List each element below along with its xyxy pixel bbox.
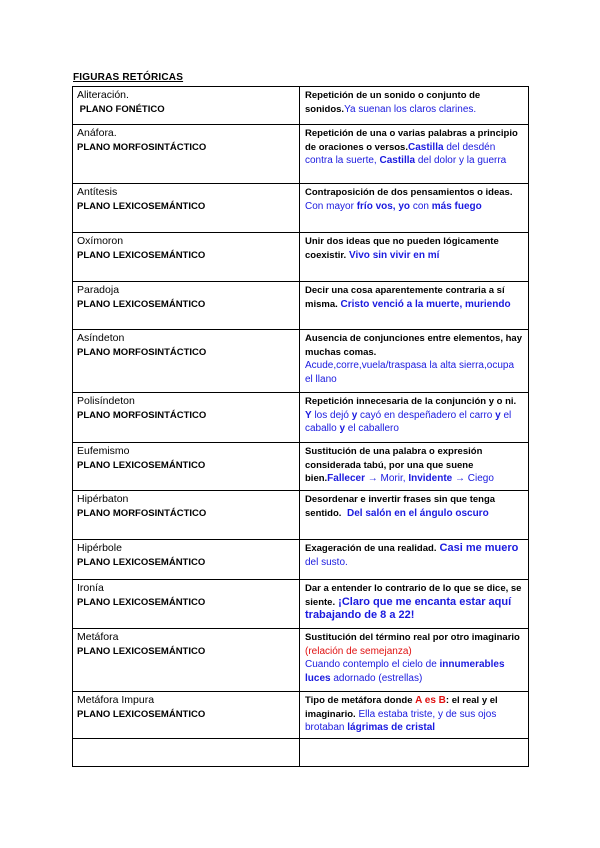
definition-text: Desordenar e invertir frases sin que tenga sentido. (305, 494, 496, 519)
figure-cell (73, 393, 300, 443)
empty-cell (300, 739, 529, 767)
formula-highlight: A es B (415, 695, 446, 706)
figure-cell (73, 87, 300, 125)
example-highlight: Fallecer (327, 473, 365, 484)
definition-cell (300, 491, 529, 540)
figure-name: Anáfora. (77, 127, 117, 139)
table-row-empty (73, 739, 529, 767)
example-text: con (410, 200, 432, 212)
example-text: → Morir, (364, 473, 409, 484)
table-row (73, 184, 529, 233)
figure-plane: PLANO LEXICOSEMÁNTICO (77, 645, 206, 657)
definition-cell (300, 125, 529, 184)
figure-cell (73, 184, 300, 233)
definition-text: Decir una cosa aparentemente contraria a sí misma. (305, 285, 505, 310)
figure-name: Metáfora (77, 631, 119, 643)
definition-cell (300, 629, 529, 692)
figure-name: Metáfora Impura (77, 694, 155, 706)
figure-cell (73, 629, 300, 692)
table-row (73, 540, 529, 580)
figure-name: Polisíndeton (77, 395, 135, 407)
definition-text: Sustitución del término real por otro imaginario (305, 632, 520, 643)
figure-plane: PLANO LEXICOSEMÁNTICO (77, 708, 206, 720)
table-row (73, 629, 529, 692)
figure-name: Aliteración. (77, 89, 129, 101)
figure-name: Hipérbaton (77, 493, 129, 505)
example-text: los dejó (311, 409, 352, 421)
definition-text: Repetición de un sonido o conjunto de sonidos. (305, 90, 481, 115)
example-highlight: frío vos, yo (356, 200, 411, 212)
figure-cell (73, 282, 300, 330)
example-highlight: Casi me muero (436, 542, 519, 554)
example-highlight: Castilla (407, 141, 444, 153)
definition-text: Contraposición de dos pensamientos o ideas. (305, 187, 513, 198)
definition-text: Dar a entender lo contrario de lo que se dice, se siente. (305, 583, 522, 608)
figure-name: Paradoja (77, 284, 120, 296)
example-text: del dolor y la guerra (415, 155, 507, 166)
figure-cell (73, 443, 300, 491)
table-row (73, 282, 529, 330)
example-highlight: lágrimas de cristal (347, 722, 436, 733)
figure-cell (73, 692, 300, 739)
table-row (73, 330, 529, 393)
figure-plane: PLANO LEXICOSEMÁNTICO (77, 200, 206, 212)
figure-cell (73, 580, 300, 629)
example-highlight: Vivo sin vivir en mí (346, 249, 440, 261)
figure-plane: PLANO MORFOSINTÁCTICO (77, 141, 207, 153)
example-highlight: ¡Claro que me encanta estar aquí trabajando de 8 a 22! (305, 595, 512, 621)
definition-cell (300, 443, 529, 491)
definition-cell (300, 233, 529, 282)
figure-plane: PLANO LEXICOSEMÁNTICO (77, 459, 206, 471)
table-row (73, 491, 529, 540)
example-text: del desdén contra la suerte, (305, 141, 496, 166)
definition-text: Repetición de una o varias palabras a principio de oraciones o versos. (305, 128, 518, 153)
example-highlight: Y (305, 409, 312, 421)
example-text: el caballo (305, 409, 512, 434)
definition-cell (300, 580, 529, 629)
figure-plane: PLANO LEXICOSEMÁNTICO (77, 596, 206, 608)
example-highlight: y (339, 423, 346, 434)
definition-cell (300, 540, 529, 580)
figure-name: Eufemismo (77, 445, 130, 457)
table-row (73, 125, 529, 184)
table-row (73, 580, 529, 629)
definition-cell (300, 692, 529, 739)
example-highlight: Invidente (408, 473, 453, 484)
example-highlight: Del salón en el ángulo oscuro (341, 507, 489, 519)
definition-cell (300, 330, 529, 393)
figure-plane: PLANO LEXICOSEMÁNTICO (77, 556, 206, 568)
figure-name: Oxímoron (77, 235, 124, 247)
figure-name: Hipérbole (77, 542, 122, 554)
example-highlight: Castilla (379, 155, 416, 166)
example-highlight: y (351, 409, 358, 421)
example-highlight: más fuego (431, 200, 482, 212)
example-text: adornado (estrellas) (330, 672, 423, 684)
definition-text: : el real y el imaginario. (305, 695, 498, 720)
example-text: → Ciego (452, 473, 494, 484)
table-row (73, 692, 529, 739)
figures-table (72, 86, 529, 767)
figure-plane: PLANO MORFOSINTÁCTICO (77, 346, 207, 358)
example-text: Ya suenan los claros clarines. (344, 103, 477, 115)
figure-plane: PLANO FONÉTICO (77, 103, 165, 115)
definition-text: Exageración de una realidad. (305, 543, 437, 554)
example-highlight: y (495, 409, 501, 421)
figure-plane: PLANO LEXICOSEMÁNTICO (77, 298, 206, 310)
definition-text: Sustitución de una palabra o expresión considerada tabú, por una que suene bien. (305, 446, 483, 484)
note-text: (relación de semejanza) (305, 645, 412, 657)
example-highlight: innumerables luces (305, 659, 505, 684)
figure-cell (73, 330, 300, 393)
example-text: del susto. (305, 556, 348, 568)
definition-cell (300, 184, 529, 233)
figure-cell (73, 125, 300, 184)
definition-text: Tipo de metáfora donde (305, 695, 416, 706)
example-text: cayó en despeñadero el carro (357, 409, 496, 421)
table-row (73, 233, 529, 282)
definition-cell (300, 393, 529, 443)
figure-cell (73, 233, 300, 282)
definition-cell (300, 87, 529, 125)
table-row (73, 443, 529, 491)
example-text: Cuando contemplo el cielo de (305, 659, 440, 670)
example-text: Ella estaba triste, y de sus ojos brotaban (305, 708, 497, 733)
example-text: Acude,corre,vuela/traspasa la alta sierra,ocupa el llano (305, 360, 515, 385)
figure-name: Ironía (77, 582, 104, 594)
figure-plane: PLANO MORFOSINTÁCTICO (77, 409, 207, 421)
figure-cell (73, 491, 300, 540)
definition-text: Repetición innecesaria de la conjunción y o ni. (305, 396, 517, 407)
example-text: el caballero (345, 423, 399, 434)
definition-cell (300, 282, 529, 330)
example-text: Con mayor (305, 200, 357, 212)
figure-plane: PLANO MORFOSINTÁCTICO (77, 507, 207, 519)
page-title: FIGURAS RETÓRICAS (73, 72, 184, 83)
definition-text: Unir dos ideas que no pueden lógicamente coexistir. (305, 236, 499, 261)
figure-name: Asíndeton (77, 332, 125, 344)
definition-text: Ausencia de conjunciones entre elementos, hay muchas comas. (305, 333, 522, 358)
empty-cell (73, 739, 300, 767)
table-row (73, 87, 529, 125)
figure-name: Antítesis (77, 186, 118, 198)
table-row (73, 393, 529, 443)
figure-cell (73, 540, 300, 580)
figure-plane: PLANO LEXICOSEMÁNTICO (77, 249, 206, 261)
example-highlight: Cristo venció a la muerte, muriendo (337, 298, 511, 310)
